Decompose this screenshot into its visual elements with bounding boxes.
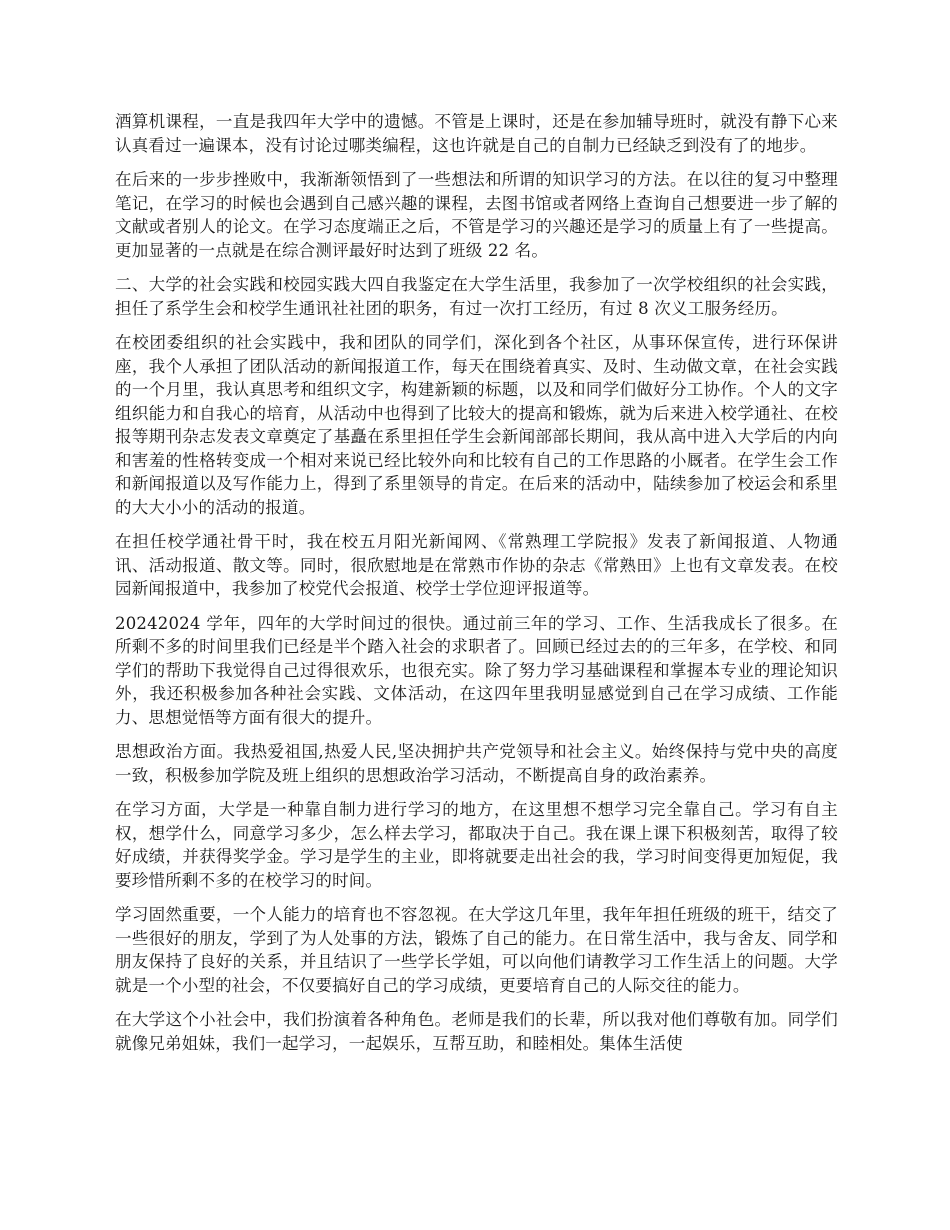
paragraph-6: 20242024 学年，四年的大学时间过的很快。通过前三年的学习、工作、生活我成长了很多。在所剩不多的时间里我们已经是半个踏入社会的求职者了。回顾已经过去的的三年多，在学校、和同学们的帮助下我觉得自己过得很欢乐，也很充实。除了努力学习基础课程和掌握本专业的理论知识外，我还积极参加各种社会实践、文体活动，在这四年里我明显感觉到自己在学习成绩、工作能力、思想觉悟等方面有很大的提升。 [115,613,838,727]
paragraph-3: 二、大学的社会实践和校园实践大四自我鉴定在大学生活里，我参加了一次学校组织的社会实践，担任了系学生会和校学生通讯社社团的职务，有过一次打工经历，有过 8 次义工服务经历。 [115,275,838,318]
paragraph-5: 在担任校学通社骨干时，我在校五月阳光新闻网、《常熟理工学院报》发表了新闻报道、人物通讯、活动报道、散文等。同时，很欣慰地是在常熟市作协的杂志《常熟田》上也有文章发表。在校园新闻报道中，我参加了校党代会报道、校学士学位迎评报道等。 [115,532,838,598]
paragraph-1: 酒算机课程，一直是我四年大学中的遗憾。不管是上课时，还是在参加辅导班时，就没有静下心来认真看过一遍课本，没有讨论过哪类编程，这也许就是自己的自制力已经缺乏到没有了的地步。 [115,112,838,155]
paragraph-10: 在大学这个小社会中，我们扮演着各种角色。老师是我们的长辈，所以我对他们尊敬有加。同学们就像兄弟姐妹，我们一起学习，一起娱乐，互帮互助，和睦相处。集体生活使 [115,1010,838,1053]
document-body [115,110,838,1066]
paragraph-8: 在学习方面，大学是一种靠自制力进行学习的地方，在这里想不想学习完全靠自己。学习有自主权，想学什么，同意学习多少，怎么样去学习，都取决于自己。我在课上课下积极刻苦，取得了较好成绩，并获得奖学金。学习是学生的主业，即将就要走出社会的我，学习时间变得更加短促，我要珍惜所剩不多的在校学习的时间。 [115,800,838,890]
paragraph-9: 学习固然重要，一个人能力的培育也不容忽视。在大学这几年里，我年年担任班级的班干，结交了一些很好的朋友，学到了为人处事的方法，锻炼了自己的能力。在日常生活中，我与舍友、同学和朋友保持了良好的关系，并且结识了一些学长学姐，可以向他们请教学习工作生活上的问题。大学就是一个小型的社会，不仅要搞好自己的学习成绩，更要培育自己的人际交往的能力。 [115,905,838,995]
paragraph-2: 在后来的一步步挫败中，我渐渐领悟到了一些想法和所谓的知识学习的方法。在以往的复习中整理笔记，在学习的时候也会遇到自己感兴趣的课程，去图书馆或者网络上查询自己想要进一步了解的文献或者别人的论文。在学习态度端正之后，不管是学习的兴趣还是学习的质量上有了一些提高。更加显著的一点就是在综合测评最好时达到了班级 22 名。 [115,170,838,260]
paragraph-4: 在校团委组织的社会实践中，我和团队的同学们，深化到各个社区，从事环保宣传，进行环保讲座，我个人承担了团队活动的新闻报道工作，每天在围绕着真实、及时、生动做文章，在社会实践的一个月里，我认真思考和组织文字，构建新颖的标题，以及和同学们做好分工协作。个人的文字组织能力和自我心的培育，从活动中也得到了比较大的提高和锻炼，就为后来进入校学通社、在校报等期刊杂志发表文章奠定了基矗在系里担任学生会新闻部部长期间，我从高中进入大学后的内向和害羞的性格转变成一个相对来说已经比较外向和比较有自己的工作思路的小厩者。在学生会工作和新闻报道以及写作能力上，得到了系里领导的肯定。在后来的活动中，陆续参加了校运会和系里的大大小小的活动的报道。 [115,333,838,517]
paragraph-7: 思想政治方面。我热爱祖国,热爱人民,坚决拥护共产党领导和社会主义。始终保持与党中央的高度一致，积极参加学院及班上组织的思想政治学习活动，不断提高自身的政治素养。 [115,742,838,785]
